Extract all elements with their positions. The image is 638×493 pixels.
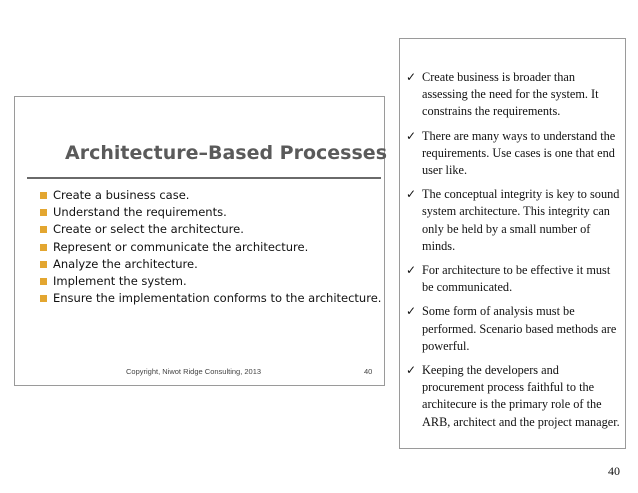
slide-bullet <box>29 290 381 307</box>
slide-bullet-text: Create a business case. <box>53 188 190 202</box>
slide-number: 40 <box>364 367 373 376</box>
slide-bullet-text: Understand the requirements. <box>53 205 227 220</box>
note-text: The conceptual integrity is key to sound system architecture. This integrity can only be held by a small number of minds. <box>422 187 620 253</box>
title-divider <box>27 177 381 179</box>
checkmark-icon: ✓ <box>406 128 417 143</box>
slide-bullet-list <box>29 187 381 307</box>
square-bullet-icon <box>40 278 47 285</box>
slide-bullet <box>29 187 381 204</box>
note-item <box>406 69 620 121</box>
note-text: Keeping the developers and procurement process faithful to the architecure is the primary role of the ARB, architect and the project manager. <box>422 363 620 429</box>
slide-bullet <box>29 204 381 221</box>
slide-bullet-text: Implement the system. <box>53 273 187 288</box>
note-item <box>406 186 620 255</box>
speaker-notes <box>399 38 626 449</box>
note-text: Create business is broader than assessing the need for the system. It constrains the requirements. <box>422 70 599 119</box>
slide-title: Architecture–Based Processes <box>65 142 387 164</box>
square-bullet-icon <box>40 261 47 268</box>
checkmark-icon: ✓ <box>406 263 417 278</box>
note-item <box>406 262 620 296</box>
slide-bullet <box>29 221 381 238</box>
slide-copyright: Copyright, Niwot Ridge Consulting, 2013 <box>126 367 262 376</box>
page-number: 40 <box>608 464 620 478</box>
slide-bullet <box>29 239 381 256</box>
note-item <box>406 303 620 355</box>
note-text: For architecture to be effective it must be communicated. <box>422 263 611 295</box>
note-text: Some form of analysis must be performed. Scenario based methods are powerful. <box>422 304 617 353</box>
slide-bullet <box>29 273 381 290</box>
note-item <box>406 362 620 431</box>
checkmark-icon: ✓ <box>406 187 417 202</box>
slide-bullet-text: Represent or communicate the architecture. <box>53 239 309 254</box>
note-item <box>406 128 620 180</box>
checkmark-icon: ✓ <box>406 363 417 378</box>
square-bullet-icon <box>40 209 47 216</box>
slide-bullet <box>29 256 381 273</box>
slide-bullet-text: Ensure the implementation conforms to the architecture. <box>53 291 382 306</box>
square-bullet-icon <box>40 192 47 199</box>
note-text: There are many ways to understand the requirements. Use cases is one that end user like. <box>422 128 616 178</box>
checkmark-icon: ✓ <box>406 304 417 319</box>
checkmark-icon: ✓ <box>406 70 417 84</box>
square-bullet-icon <box>40 226 47 233</box>
slide-bullet-text: Analyze the architecture. <box>53 256 198 271</box>
notes-list <box>406 69 620 438</box>
slide-thumbnail <box>14 96 385 386</box>
square-bullet-icon <box>40 295 47 302</box>
slide-bullet-text: Create or select the architecture. <box>53 222 244 237</box>
square-bullet-icon <box>40 244 47 251</box>
